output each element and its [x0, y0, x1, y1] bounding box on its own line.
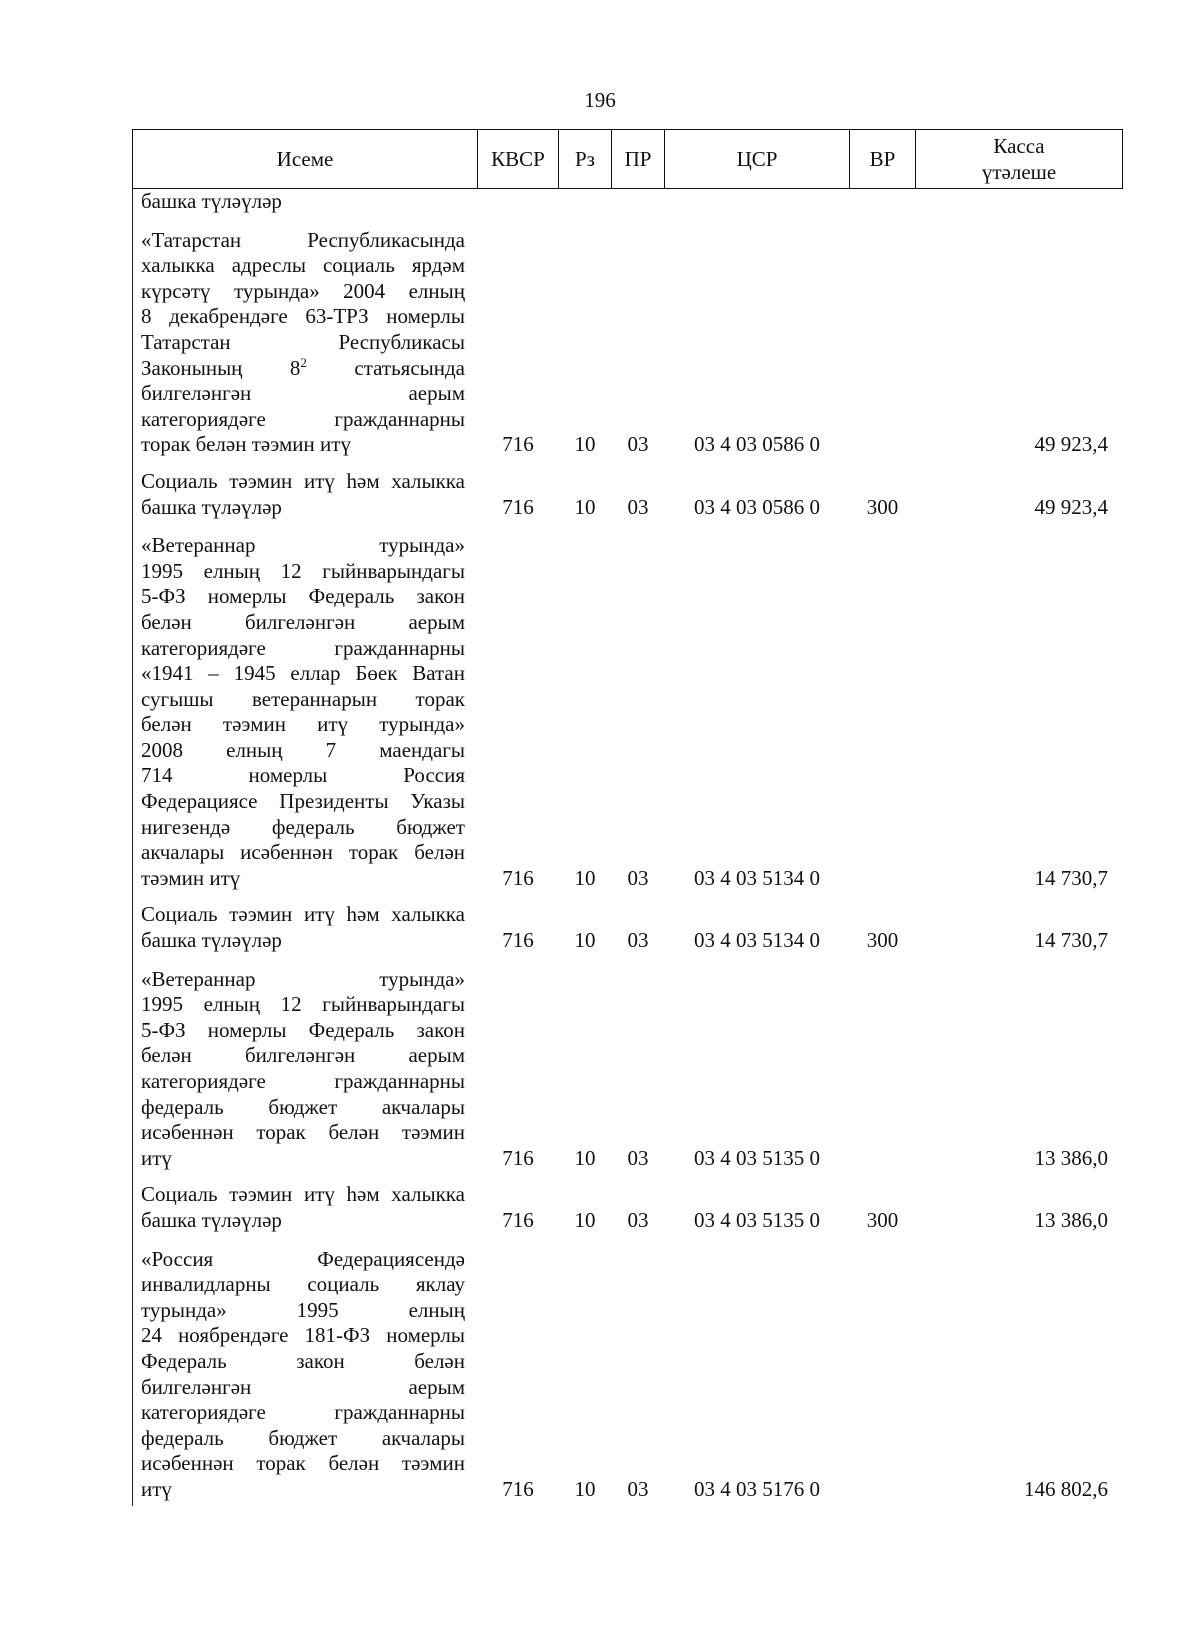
row-pr: 03 [612, 461, 665, 523]
table-row [133, 1237, 1123, 1506]
row-name-line: турында» 1995 елның [141, 1297, 465, 1322]
row-name-line: акчалары исәбеннән торак белән [141, 840, 465, 865]
row-vr: 300 [850, 461, 916, 523]
row-name-line: 1995 елның 12 гыйнварындагы [141, 558, 465, 583]
row-name-line: башка түләүләр [141, 189, 282, 213]
row-name-line: башка түләүләр [141, 494, 282, 519]
row-vr: 300 [850, 1174, 916, 1236]
row-name-line: инвалидларны социаль яклау [141, 1272, 465, 1297]
row-name-line: билгеләнгән аерым [141, 1374, 465, 1399]
row-vr [850, 523, 916, 894]
row-name-line: категориядәге гражданнарны [141, 406, 465, 431]
row-name-line: нигезендә федераль бюджет [141, 814, 465, 839]
row-pr: 03 [612, 1174, 665, 1236]
row-name-line: күрсәтү турында» 2004 елның [141, 278, 465, 303]
row-pr: 03 [612, 218, 665, 461]
row-pr: 03 [612, 1237, 665, 1506]
table-row [133, 894, 1123, 956]
row-name-line: «Ветераннар турында» [141, 533, 465, 558]
row-name-line: тәэмин итү [141, 865, 241, 890]
header-pr: ПР [612, 130, 665, 189]
row-name-line: категориядәге гражданнарны [141, 635, 465, 660]
row-name-line: белән билгеләнгән аерым [141, 609, 465, 634]
table-row [133, 957, 1123, 1175]
row-name [133, 189, 478, 218]
row-pr: 03 [612, 894, 665, 956]
row-name [133, 523, 478, 894]
header-name: Исеме [133, 130, 478, 189]
row-kvsr [478, 189, 559, 218]
row-kassa: 146 802,6 [916, 1237, 1123, 1506]
row-kassa: 14 730,7 [916, 523, 1123, 894]
row-kassa: 49 923,4 [916, 461, 1123, 523]
row-name-line: категориядәге гражданнарны [141, 1400, 465, 1425]
row-kvsr: 716 [478, 218, 559, 461]
row-name-line: итү [141, 1145, 172, 1170]
row-rz: 10 [559, 1237, 612, 1506]
row-name-line: «Татарстан Республикасында [141, 227, 465, 252]
row-name-line: Федераль закон белән [141, 1348, 465, 1373]
row-csr: 03 4 03 5135 0 [665, 1174, 850, 1236]
row-kvsr: 716 [478, 461, 559, 523]
row-name-line: федераль бюджет акчалары [141, 1425, 465, 1450]
row-kassa: 13 386,0 [916, 1174, 1123, 1236]
row-name-line: 24 ноябрендәге 181-ФЗ номерлы [141, 1323, 465, 1348]
row-name-line: итү [141, 1476, 172, 1501]
header-kassa-line2: үтәлеше [981, 160, 1057, 184]
row-rz [559, 189, 612, 218]
row-name-line: халыкка адреслы социаль ярдәм [141, 253, 465, 278]
table-header-row [133, 130, 1123, 189]
row-name-line: 8 декабрендәге 63-ТРЗ номерлы [141, 304, 465, 329]
row-kassa: 13 386,0 [916, 957, 1123, 1175]
row-rz: 10 [559, 894, 612, 956]
row-name-line: Социаль тәэмин итү һәм халыкка [141, 1182, 465, 1207]
row-name-line: Татарстан Республикасы [141, 329, 465, 354]
row-name-line: «1941 – 1945 еллар Бөек Ватан [141, 661, 465, 686]
row-name-line: Законының $8^2$ статьясында [141, 354, 465, 380]
row-pr: 03 [612, 523, 665, 894]
row-name-line: белән билгеләнгән аерым [141, 1043, 465, 1068]
row-name-line: 5-ФЗ номерлы Федераль закон [141, 1017, 465, 1042]
row-name [133, 894, 478, 956]
row-vr [850, 1237, 916, 1506]
row-name-line: 5-ФЗ номерлы Федераль закон [141, 584, 465, 609]
row-rz: 10 [559, 957, 612, 1175]
table-row [133, 189, 1123, 218]
table-body [133, 189, 1123, 1506]
row-vr [850, 189, 916, 218]
header-vr: ВР [850, 130, 916, 189]
row-csr: 03 4 03 5135 0 [665, 957, 850, 1175]
row-csr: 03 4 03 0586 0 [665, 461, 850, 523]
row-name-line: белән тәэмин итү турында» [141, 712, 465, 737]
row-kvsr: 716 [478, 957, 559, 1175]
row-name-line: «Ветераннар турында» [141, 966, 465, 991]
row-name-line: сугышы ветераннарын торак [141, 686, 465, 711]
row-name-line: категориядәге гражданнарны [141, 1069, 465, 1093]
row-name [133, 1237, 478, 1506]
row-name-line: 2008 елның 7 маендагы [141, 737, 465, 762]
row-name-line: федераль бюджет акчалары [141, 1094, 465, 1119]
row-name-line: Федерациясе Президенты Указы [141, 789, 465, 814]
table-row [133, 218, 1123, 461]
budget-table [132, 129, 1123, 1506]
row-name-line: торак белән тәэмин итү [141, 432, 351, 457]
row-rz: 10 [559, 1174, 612, 1236]
row-pr [612, 189, 665, 218]
table-row [133, 461, 1123, 523]
row-name-line: «Россия Федерациясендә [141, 1246, 465, 1271]
row-csr [665, 189, 850, 218]
table-row [133, 523, 1123, 894]
row-rz: 10 [559, 461, 612, 523]
row-rz: 10 [559, 218, 612, 461]
row-name-line: исәбеннән торак белән тәэмин [141, 1451, 465, 1476]
page-number: 196 [584, 88, 616, 112]
row-csr: 03 4 03 5176 0 [665, 1237, 850, 1506]
row-kvsr: 716 [478, 1237, 559, 1506]
row-name [133, 218, 478, 461]
row-name [133, 1174, 478, 1236]
row-kvsr: 716 [478, 523, 559, 894]
row-vr [850, 957, 916, 1175]
header-kvsr: КВСР [478, 130, 559, 189]
row-kvsr: 716 [478, 894, 559, 956]
row-csr: 03 4 03 5134 0 [665, 523, 850, 894]
row-rz: 10 [559, 523, 612, 894]
row-name-line: башка түләүләр [141, 1207, 282, 1232]
row-name-line: 714 номерлы Россия [141, 763, 465, 788]
row-name [133, 957, 478, 1175]
header-kassa [916, 130, 1123, 189]
header-csr: ЦСР [665, 130, 850, 189]
row-kassa: 49 923,4 [916, 218, 1123, 461]
header-rz: Рз [559, 130, 612, 189]
row-vr: 300 [850, 894, 916, 956]
row-name-line: 1995 елның 12 гыйнварындагы [141, 992, 465, 1017]
header-kassa-line1: Касса [993, 134, 1045, 158]
row-kvsr: 716 [478, 1174, 559, 1236]
row-name-line: билгеләнгән аерым [141, 381, 465, 406]
row-kassa: 14 730,7 [916, 894, 1123, 956]
table-row [133, 1174, 1123, 1236]
row-pr: 03 [612, 957, 665, 1175]
row-name [133, 461, 478, 523]
row-csr: 03 4 03 5134 0 [665, 894, 850, 956]
row-name-line: исәбеннән торак белән тәэмин [141, 1120, 465, 1145]
row-csr: 03 4 03 0586 0 [665, 218, 850, 461]
row-kassa [916, 189, 1123, 218]
row-vr [850, 218, 916, 461]
row-name-line: Социаль тәэмин итү һәм халыкка [141, 902, 465, 927]
row-name-line: Социаль тәэмин итү һәм халыкка [141, 468, 465, 493]
row-name-line: башка түләүләр [141, 928, 282, 953]
